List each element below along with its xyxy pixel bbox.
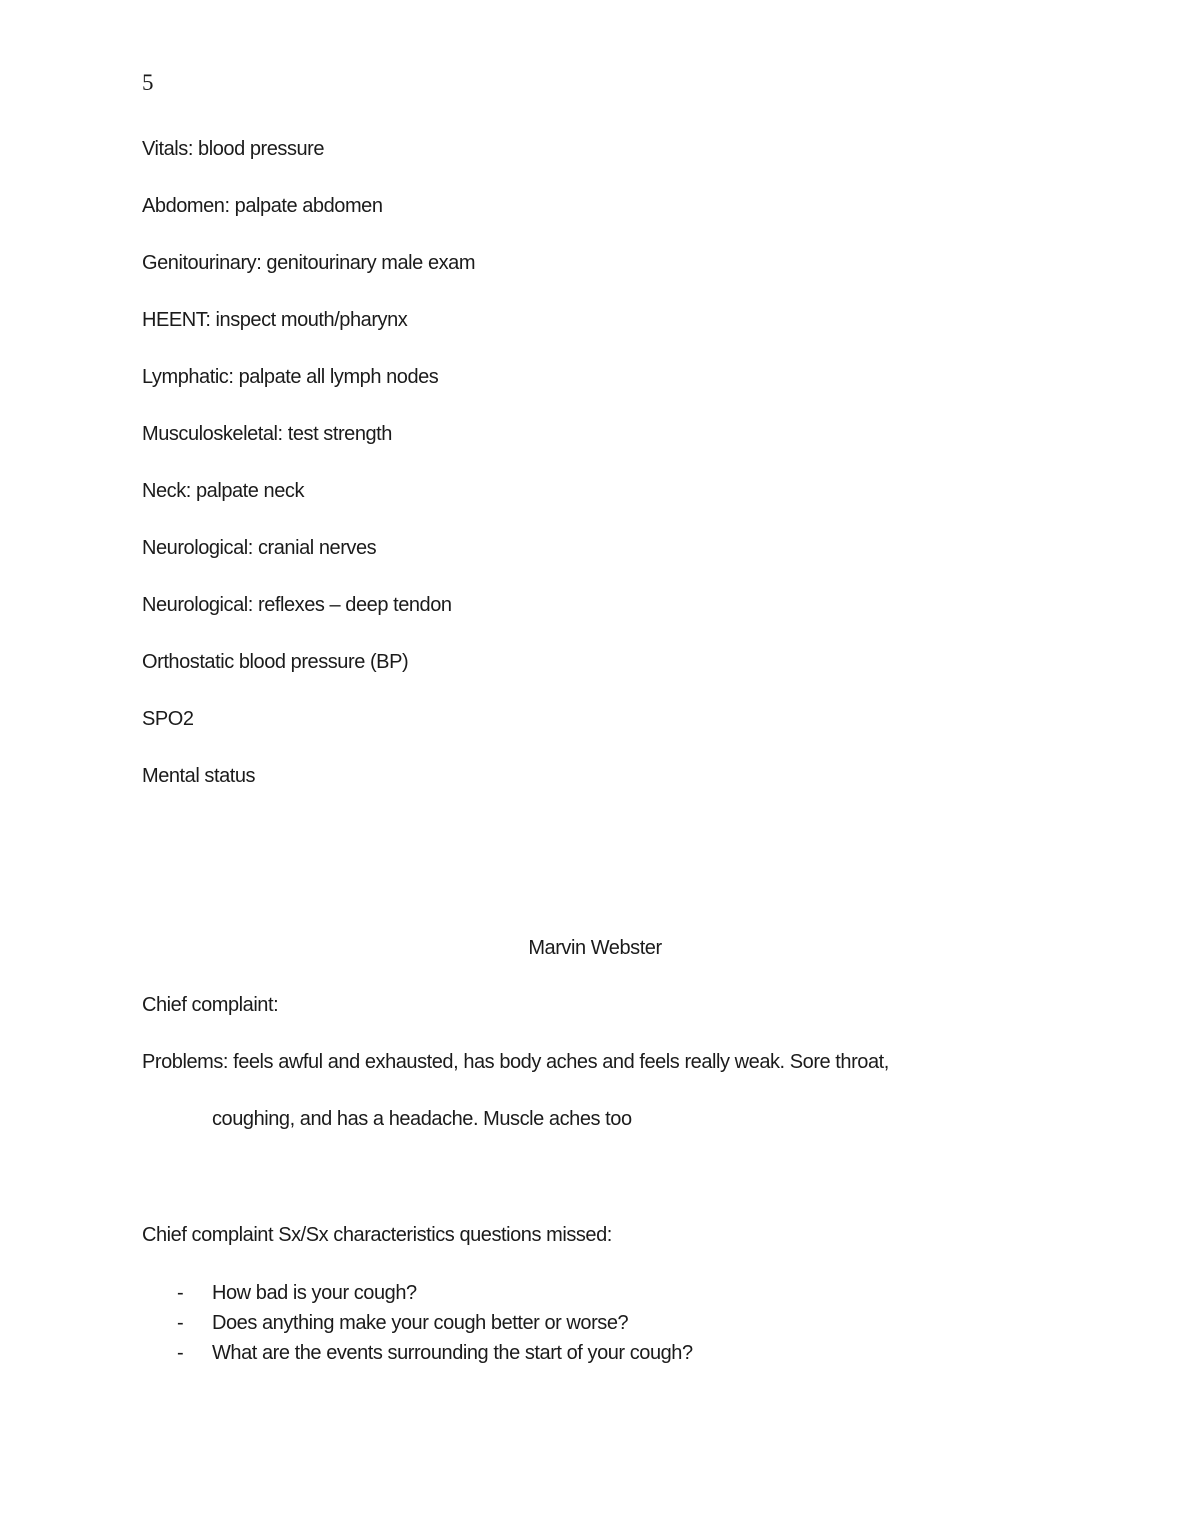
chief-complaint-label: Chief complaint: — [142, 994, 279, 1016]
page-number: 5 — [142, 70, 154, 95]
question-item — [142, 1338, 1048, 1368]
bullet-marker: - — [177, 1282, 184, 1304]
exam-list-item: Neurological: reflexes – deep tendon — [142, 594, 452, 616]
exam-list-item: Orthostatic blood pressure (BP) — [142, 651, 409, 673]
exam-list — [142, 137, 1048, 821]
exam-list-item: Lymphatic: palpate all lymph nodes — [142, 366, 439, 388]
questions-missed-section — [142, 1223, 1048, 1368]
question-text: What are the events surrounding the start of your cough? — [212, 1342, 693, 1364]
bullet-marker: - — [177, 1342, 184, 1364]
patient-section — [142, 936, 1048, 1164]
question-item — [142, 1278, 1048, 1308]
bullet-marker: - — [177, 1312, 184, 1334]
question-text: How bad is your cough? — [212, 1282, 417, 1304]
questions-missed-heading: Chief complaint Sx/Sx characteristics questions missed: — [142, 1224, 612, 1246]
exam-list-item: Genitourinary: genitourinary male exam — [142, 252, 476, 274]
exam-list-item: HEENT: inspect mouth/pharynx — [142, 309, 408, 331]
exam-list-item: Vitals: blood pressure — [142, 138, 325, 160]
exam-list-item: Musculoskeletal: test strength — [142, 423, 392, 445]
exam-list-item: Neck: palpate neck — [142, 480, 304, 502]
problems-line-2: coughing, and has a headache. Muscle aches too — [212, 1108, 632, 1130]
question-item — [142, 1308, 1048, 1338]
questions-missed-list — [142, 1278, 1048, 1368]
question-text: Does anything make your cough better or worse? — [212, 1312, 629, 1334]
problems-line-1: Problems: feels awful and exhausted, has body aches and feels really weak. Sore throat, — [142, 1051, 889, 1073]
exam-list-item: SPO2 — [142, 708, 194, 730]
exam-list-item: Abdomen: palpate abdomen — [142, 195, 383, 217]
exam-list-item: Neurological: cranial nerves — [142, 537, 377, 559]
patient-name: Marvin Webster — [528, 937, 662, 959]
exam-list-item: Mental status — [142, 765, 256, 787]
